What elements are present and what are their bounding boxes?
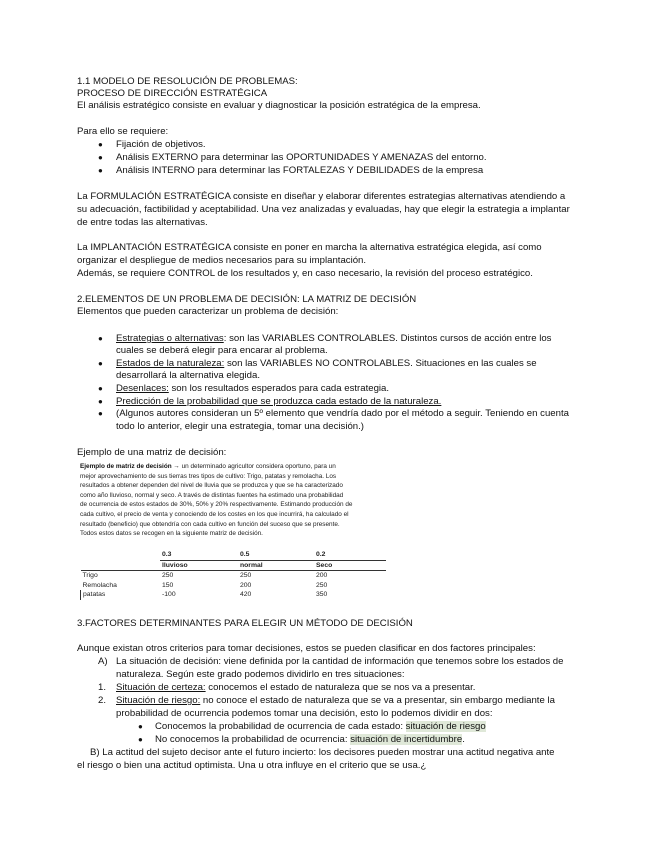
term: Situación de certeza: — [116, 682, 206, 693]
bullet-icon: ● — [98, 334, 103, 343]
bullet-icon: ● — [98, 409, 103, 418]
section-1-title: 1.1 MODELO DE RESOLUCIÓN DE PROBLEMAS: — [77, 76, 298, 87]
table-row — [81, 560, 387, 571]
list-item — [116, 682, 475, 694]
state-header: Seco — [314, 560, 386, 571]
probability-cell: 0.3 — [162, 551, 172, 558]
bullet-icon: ● — [98, 140, 103, 149]
paragraph: La IMPLANTACIÓN ESTRATÉGICA consiste en poner en marcha la alternativa estratégica elegida, así como — [77, 242, 542, 253]
list-item: Conocemos la probabilidad de ocurrencia de cada estado: situación de riesgo — [155, 721, 486, 732]
table-cell: 250 — [240, 572, 252, 579]
bullet-icon: ● — [98, 153, 103, 162]
paragraph: Además, se requiere CONTROL de los resultados y, en caso necesario, la revisión del proceso estratégico. — [77, 268, 533, 279]
table-row — [81, 581, 387, 591]
definition: conocemos el estado de naturaleza que se nos va a presentar. — [205, 682, 476, 693]
table-row — [81, 571, 387, 581]
list-marker: A) — [98, 656, 108, 667]
term: Estados de la naturaleza: — [116, 358, 225, 369]
list-item — [116, 358, 537, 370]
example-text-line: mejor aprovechamiento de sus tierras tres tipos de cultivo: Trigo, patatas y remolacha. Los — [80, 472, 337, 480]
example-text-line: resultado (beneficio) que obtendría con cada cultivo en función del suceso que se presente. — [80, 520, 340, 528]
list-item-continued: cuales se deberá elegir para encarar al problema. — [116, 345, 328, 356]
bullet-icon: ● — [138, 722, 143, 731]
paragraph: organizar el despliegue de medios necesarios para su implantación. — [77, 255, 367, 266]
list-item: La situación de decisión: viene definida por la cantidad de información que tenemos sobre los estados de — [116, 656, 564, 667]
term: Estrategias o alternativas — [116, 333, 224, 344]
section-3-title: 3.FACTORES DETERMINANTES PARA ELEGIR UN MÉTODO DE DECISIÓN — [77, 618, 413, 629]
embedded-example-image — [80, 462, 380, 539]
list-item-continued: desarrollará la alternativa elegida. — [116, 370, 260, 381]
example-text-line: Todos estos datos se recogen en la siguiente matriz de decisión. — [80, 530, 263, 538]
table-cell: 420 — [240, 591, 252, 598]
paragraph: B) La actitud del sujeto decisor ante el futuro incierto: los decisores pueden mostrar una actitud negativa ante — [90, 747, 555, 758]
bullet-icon: ● — [138, 735, 143, 744]
paragraph: su adecuación, factibilidad y aceptabilidad. Una vez analizadas y evaluadas, hay que elegir la estrategia a implantar — [77, 204, 570, 215]
list-item: Análisis INTERNO para determinar las FORTALEZAS Y DEBILIDADES de la empresa — [116, 165, 484, 176]
table-cell: 200 — [240, 581, 252, 589]
section-1-subtitle: PROCESO DE DIRECCIÓN ESTRATÉGICA — [77, 88, 268, 99]
list-item: Predicción de la probabilidad que se produzca cada estado de la naturaleza. — [116, 396, 442, 407]
list-item — [116, 695, 555, 707]
paragraph: Ejemplo de una matriz de decisión: — [77, 447, 227, 458]
decision-matrix — [80, 550, 386, 600]
list-marker: 2. — [98, 695, 107, 706]
state-header: normal — [238, 560, 314, 571]
definition: no conoce el estado de naturaleza que se va a presentar, sin embargo mediante la — [200, 695, 555, 706]
list-item-continued: naturaleza. Según este grado podemos dividirlo en tres situaciones: — [116, 669, 405, 680]
bullet-icon: ● — [98, 397, 103, 406]
list-item: Fijación de objetivos. — [116, 139, 206, 150]
paragraph: La FORMULACIÓN ESTRATÉGICA consiste en diseñar y elaborar diferentes estrategias alternativas atendiendo a — [77, 191, 566, 202]
section-2-title: 2.ELEMENTOS DE UN PROBLEMA DE DECISIÓN: LA MATRIZ DE DECISIÓN — [77, 294, 417, 305]
list-item: (Algunos autores consideran un 5º elemento que vendría dado por el método a seguir. Teniendo en cuenta — [116, 408, 569, 419]
highlighted-term: situación de incertidumbre — [350, 734, 463, 745]
example-text-line: Ejemplo de matriz de decisión → un determinado agricultor considera oportuno, para un — [80, 463, 336, 470]
example-text-line: cada cultivo, el precio de venta y conociendo de los costes en los que incurrirá, ha calculado el — [80, 510, 349, 518]
list-marker: 1. — [98, 682, 107, 693]
example-lead: Ejemplo de matriz de decisión → — [80, 463, 180, 470]
bullet-icon: ● — [98, 384, 103, 393]
list-item-continued: todo lo anterior, elegir una estrategia, tomar una decisión.) — [116, 421, 364, 432]
probability-cell: 0.2 — [316, 551, 326, 558]
table-cell: 350 — [316, 591, 328, 598]
list-item: No conocemos la probabilidad de ocurrencia: situación de incertidumbre. — [155, 734, 465, 745]
table-cell: 200 — [316, 572, 328, 579]
definition: son los resultados esperados para cada estrategia. — [168, 383, 390, 394]
example-text-line: resultados a obtener dependen del nivel de lluvia que se produzca y que se ha caracterizado — [80, 482, 343, 490]
highlighted-term: situación de riesgo — [405, 721, 486, 732]
crop-label: patatas — [81, 590, 161, 600]
table-cell: 250 — [162, 572, 174, 579]
paragraph: El análisis estratégico consiste en evaluar y diagnosticar la posición estratégica de la empresa. — [77, 100, 481, 111]
paragraph: Aunque existan otros criterios para tomar decisiones, estos se pueden clasificar en dos factores principales: — [77, 643, 536, 654]
list-item — [116, 383, 389, 395]
table-cell: -100 — [162, 591, 176, 598]
list-item — [116, 333, 551, 345]
table-row — [81, 550, 387, 560]
example-text-line: como año lluvioso, normal y seco. A través de distintas fuentes ha estimado una probabilidad — [80, 491, 344, 499]
example-text-line: de ocurrencia de estos estados de 30%, 50% y 20% respectivamente. Estimando producción de — [80, 501, 353, 509]
table-cell: 250 — [316, 581, 328, 589]
paragraph: Elementos que pueden caracterizar un problema de decisión: — [77, 306, 339, 317]
paragraph: el riesgo o bien una actitud optimista. Una u otra influye en el criterio que se usa.¿ — [77, 760, 427, 771]
definition: : son las VARIABLES CONTROLABLES. Distintos cursos de acción entre los — [223, 333, 552, 344]
crop-label: Trigo — [82, 572, 98, 579]
paragraph: de entre todas las alternativas. — [77, 217, 208, 228]
definition: son las VARIABLES NO CONTROLABLES. Situaciones en las cuales se — [224, 358, 537, 369]
bullet-icon: ● — [98, 166, 103, 175]
term: Desenlaces: — [116, 383, 169, 394]
probability-cell: 0.5 — [240, 551, 250, 558]
list-item: Análisis EXTERNO para determinar las OPORTUNIDADES Y AMENAZAS del entorno. — [116, 152, 487, 163]
list-item-continued: probabilidad de ocurrencia podemos tomar una decisión, esto lo podemos dividir en dos: — [116, 708, 493, 719]
table-row — [81, 590, 387, 600]
bullet-icon: ● — [98, 359, 103, 368]
state-header: lluvioso — [160, 560, 238, 571]
table-cell: 150 — [162, 581, 174, 589]
crop-label: Remolacha — [82, 581, 117, 589]
term: Situación de riesgo: — [116, 695, 201, 706]
paragraph: Para ello se requiere: — [77, 126, 169, 137]
